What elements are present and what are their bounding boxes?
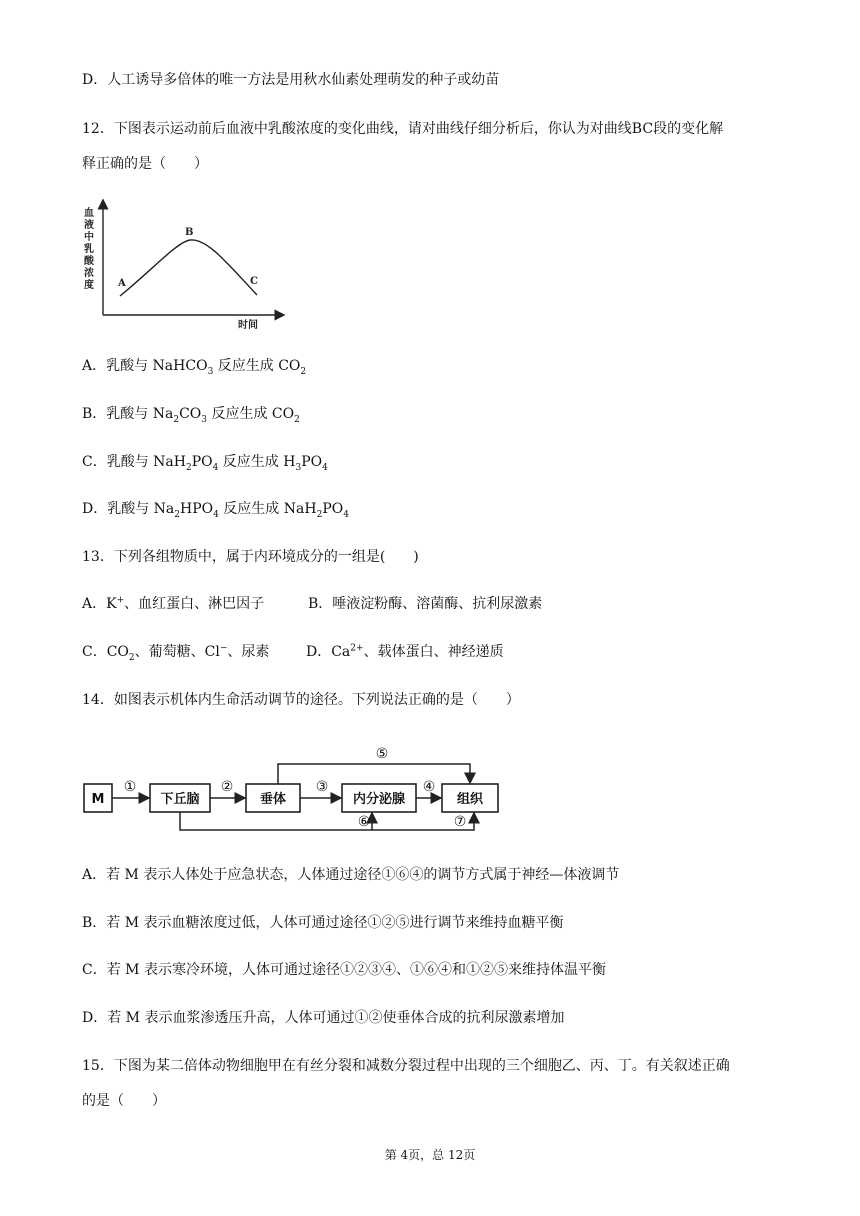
- lactate-graph: [82, 198, 292, 333]
- q14-option-b: B．若 M 表示血糖浓度过低，人体可通过途径①②⑤进行调节来维持血糖平衡: [82, 915, 564, 931]
- q12-stem-line2: 释正确的是（ ）: [82, 156, 208, 172]
- num-5: ⑤: [375, 746, 389, 762]
- q13-option-b: B．唾液淀粉酶、溶菌酶、抗利尿激素: [308, 596, 543, 612]
- label-tissue: 组织: [456, 792, 484, 807]
- x-label: 时间: [238, 320, 258, 331]
- y-label-4: 乳: [84, 244, 94, 255]
- q14-option-c: C．若 M 表示寒冷环境，人体可通过途径①②③④、①⑥④和①②⑤来维持体温平衡: [82, 962, 606, 978]
- y-label-2: 液: [84, 220, 94, 231]
- y-label-6: 浓: [84, 268, 94, 279]
- q12-stem-line1: 12．下图表示运动前后血液中乳酸浓度的变化曲线，请对曲线仔细分析后，你认为对曲线BC段的变化解: [82, 121, 724, 137]
- q13-stem: 13．下列各组物质中，属于内环境成分的一组是( ): [82, 549, 419, 565]
- y-label-5: 酸: [84, 256, 94, 267]
- point-c-label: C: [250, 276, 258, 287]
- q14-stem: 14．如图表示机体内生命活动调节的途径。下列说法正确的是（ ）: [82, 692, 520, 708]
- y-label-7: 度: [84, 280, 94, 291]
- label-hypothalamus: 下丘脑: [160, 792, 200, 807]
- q14-option-a: A．若 M 表示人体处于应急状态，人体通过途径①⑥④的调节方式属于神经—体液调节: [82, 867, 620, 883]
- point-a-label: A: [118, 278, 126, 289]
- num-3: ③: [315, 779, 329, 795]
- q12-option-c: C．乳酸与 $NaH_2PO_4$ 反应生成 $H_3PO_4$: [82, 454, 328, 473]
- q11-option-d: D．人工诱导多倍体的唯一方法是用秋水仙素处理萌发的种子或幼苗: [82, 72, 500, 88]
- q13-option-d: D．$Ca^{2+}$、载体蛋白、神经递质: [306, 643, 504, 660]
- q12-option-a: A．乳酸与 NaHCO$_3$ 反应生成 $CO_2$: [82, 358, 307, 377]
- q12-option-b: B．乳酸与 $Na_2CO_3$ 反应生成 $CO_2$: [82, 406, 300, 425]
- label-endocrine: 内分泌腺: [352, 792, 406, 807]
- q13-option-c: C．$CO_2$、葡萄糖、Cl−、尿素: [82, 643, 270, 663]
- y-label-3: 中: [84, 232, 94, 243]
- arrow-5: [278, 764, 470, 784]
- q12-option-d: D．乳酸与 $Na_2HPO_4$ 反应生成 $NaH_2PO_4$: [82, 501, 349, 520]
- lactate-curve: [120, 240, 257, 296]
- q15-stem-line2: 的是（ ）: [82, 1093, 166, 1109]
- q15-stem-line1: 15．下图为某二倍体动物细胞甲在有丝分裂和减数分裂过程中出现的三个细胞乙、丙、丁。有关叙述正确: [82, 1058, 730, 1074]
- num-1: ①: [123, 779, 137, 795]
- point-b-label: B: [185, 227, 194, 238]
- label-pituitary: 垂体: [259, 792, 287, 807]
- arrow-6: [180, 812, 372, 830]
- num-2: ②: [220, 779, 234, 795]
- num-6: ⑥: [357, 814, 371, 830]
- page-footer: 第 4页，总 12页: [384, 1148, 476, 1162]
- q14-option-d: D．若 M 表示血浆渗透压升高，人体可通过①②使垂体合成的抗利尿激素增加: [82, 1010, 565, 1026]
- y-label-1: 血: [84, 208, 94, 219]
- regulation-diagram: [82, 734, 522, 838]
- q13-option-a: A．K+、血红蛋白、淋巴因子: [82, 595, 265, 612]
- num-7: ⑦: [453, 814, 467, 830]
- num-4: ④: [422, 779, 436, 795]
- label-m: M: [91, 792, 105, 807]
